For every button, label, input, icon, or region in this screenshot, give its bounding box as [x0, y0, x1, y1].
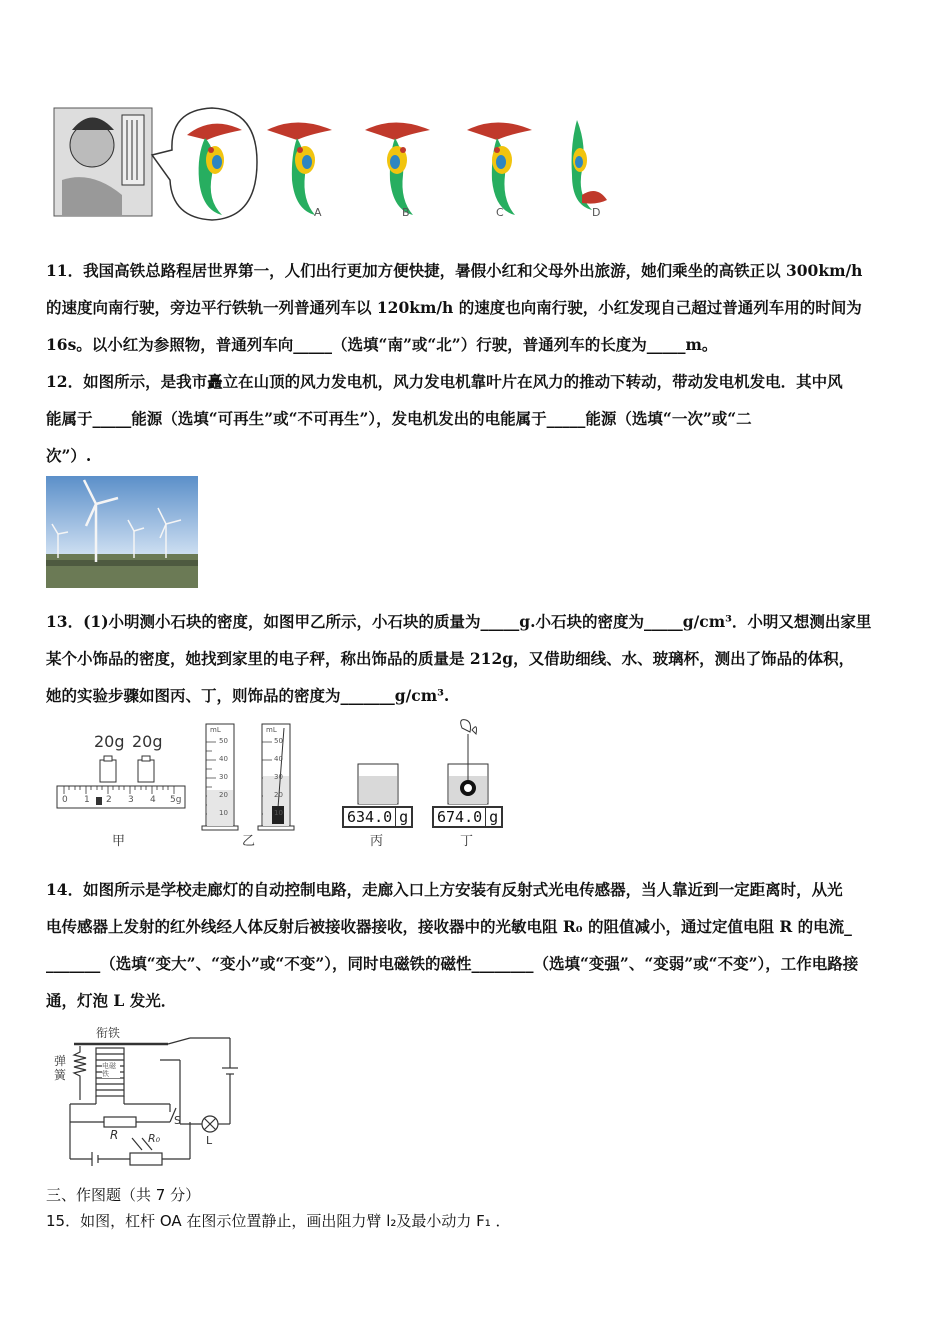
q12-line-3: 次”）.: [46, 446, 92, 465]
mirror-figure: [52, 100, 612, 228]
cyl2-tick-20: 20: [274, 791, 283, 799]
beaker-on-scale: [358, 764, 398, 804]
q12-line-1: 12．如图所示，是我市矗立在山顶的风力发电机，风力发电机靠叶片在风力的推动下转动，带动发电机发电．其中风: [46, 372, 843, 391]
parrot-option-d: [572, 120, 607, 210]
ruler-tick-3: 3: [128, 795, 134, 805]
armature-label: 衔铁: [96, 1026, 121, 1040]
cyl2-tick-40: 40: [274, 755, 283, 763]
scale-reading-bing: 634.0: [347, 808, 393, 826]
parrot-option-b: [365, 123, 430, 216]
question-11: [46, 252, 906, 363]
weight-label-2: 20g: [132, 732, 163, 751]
cyl1-tick-20: 20: [219, 791, 228, 799]
density-experiment-figure: [52, 718, 522, 850]
resistor-r0-label: R₀: [148, 1132, 161, 1145]
ruler-tick-5: 5g: [170, 795, 182, 805]
cyl2-tick-30: 30: [274, 773, 283, 781]
beaker-with-ornament: [448, 720, 488, 804]
scale-display-bing: [342, 806, 413, 828]
cyl1-tick-10: 10: [219, 809, 228, 817]
ruler-tick-2: 2: [106, 795, 112, 805]
q11-line-2: 的速度向南行驶，旁边平行铁轨一列普通列车以 120km/h 的速度也向南行驶，小红发现自己超过普通列车用的时间为: [46, 298, 862, 317]
ruler-tick-1: 1: [84, 795, 90, 805]
q13-line-3: 她的实验步骤如图丙、丁，则饰品的密度为_______g/cm³.: [46, 686, 450, 705]
q13-line-2: 某个小饰品的密度，她找到家里的电子秤，称出饰品的质量是 212g，又借助细线、水、玻璃杯，测出了饰品的体积，: [46, 649, 855, 668]
option-label-d: D: [592, 206, 601, 219]
circuit-svg: [50, 1024, 250, 1169]
option-label-a: A: [314, 206, 322, 219]
person-illustration: [54, 108, 152, 216]
scale-reading-ding: 674.0: [437, 808, 483, 826]
section-3-title: 三、作图题（共 7 分）: [46, 1186, 201, 1204]
q14-line-3: _______（选填“变大”、“变小”或“不变”），同时电磁铁的磁性________（选填“变强”、“变弱”或“不变”），工作电路接: [46, 954, 859, 973]
q11-line-1: 11．我国高铁总路程居世界第一，人们出行更加方便快捷，暑假小红和父母外出旅游，她们乘坐的高铁正以 300km/h: [46, 261, 863, 280]
cyl1-tick-50: 50: [219, 737, 228, 745]
cyl2-unit: mL: [266, 726, 277, 734]
parrot-option-a: [267, 123, 332, 216]
caption-jia: 甲: [112, 834, 126, 849]
caption-ding: 丁: [460, 834, 474, 849]
scale-unit-bing: g: [395, 808, 408, 826]
caption-bing: 丙: [370, 834, 384, 849]
ruler-tick-0: 0: [62, 795, 68, 805]
mirror-figure-svg: [52, 100, 612, 228]
wind-turbine-photo: [46, 476, 198, 588]
scale-display-ding: [432, 806, 503, 828]
question-14: [46, 871, 906, 1019]
cyl2-tick-50: 50: [274, 737, 283, 745]
option-label-c: C: [496, 206, 504, 219]
ruler-rider: [96, 797, 102, 805]
scale-unit-ding: g: [485, 808, 498, 826]
q11-line-3: 16s。以小红为参照物，普通列车向_____（选填“南”或“北”）行驶，普通列车的长度为_____m。: [46, 335, 718, 354]
weight-label-1: 20g: [94, 732, 125, 751]
q14-line-2: 电传感器上发射的红外线经人体反射后被接收器接收，接收器中的光敏电阻 R₀ 的阻值减小，通过定值电阻 R 的电流_: [46, 917, 852, 936]
q13-line-1: 13．(1)小明测小石块的密度，如图甲乙所示，小石块的质量为_____g.小石块的密度为_____g/cm³．小明又想测出家里: [46, 612, 872, 631]
circuit-diagram: [50, 1024, 250, 1169]
q14-line-1: 14．如图所示是学校走廊灯的自动控制电路，走廊入口上方安装有反射式光电传感器，当人靠近到一定距离时，从光: [46, 880, 843, 899]
cyl2-tick-10: 10: [274, 809, 283, 817]
q12-line-2: 能属于_____能源（选填“可再生”或“不可再生”），发电机发出的电能属于_____能源（选填“一次”或“二: [46, 409, 752, 428]
spring-label: 弹簧: [54, 1054, 67, 1082]
electromagnet-label: 电磁铁: [102, 1062, 120, 1078]
parrot-option-c: [467, 123, 532, 216]
question-15: 15．如图，杠杆 OA 在图示位置静止，画出阻力臂 l₂及最小动力 F₁ ．: [46, 1212, 511, 1230]
cyl1-unit: mL: [210, 726, 221, 734]
question-12: [46, 363, 906, 474]
caption-yi: 乙: [242, 834, 256, 849]
ruler-tick-4: 4: [150, 795, 156, 805]
cyl1-tick-30: 30: [219, 773, 228, 781]
switch-s-label: S: [174, 1114, 181, 1127]
resistor-r-label: R: [110, 1128, 119, 1142]
lamp-l-label: L: [206, 1134, 213, 1147]
cyl1-tick-40: 40: [219, 755, 228, 763]
question-13: [46, 603, 906, 714]
q14-line-4: 通，灯泡 L 发光．: [46, 991, 177, 1010]
option-label-b: B: [402, 206, 410, 219]
